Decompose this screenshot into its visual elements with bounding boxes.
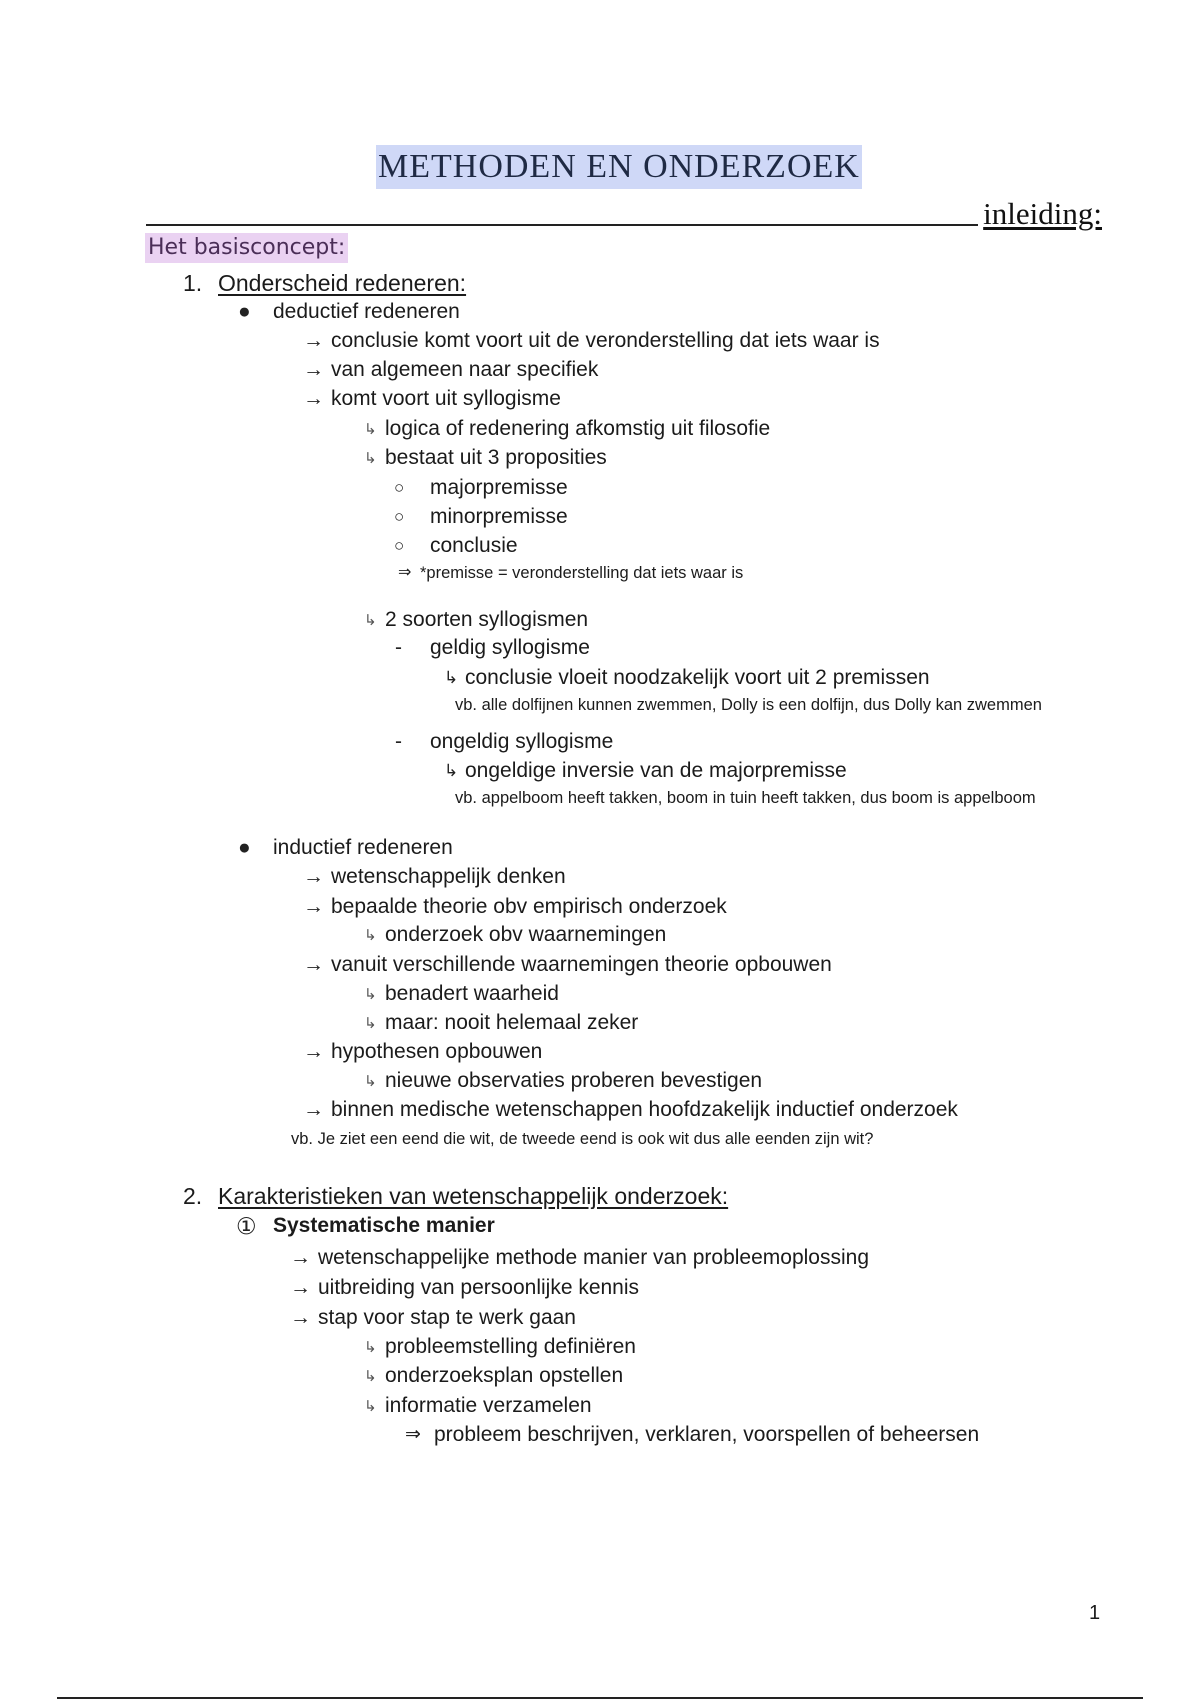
arrow-icon: → <box>303 387 324 410</box>
arrow-icon: → <box>303 1098 324 1121</box>
circle-bullet-icon: ○ <box>394 536 405 555</box>
characteristic-point: uitbreiding van persoonlijke kennis <box>318 1276 640 1299</box>
corner-arrow-icon: ↳ <box>364 1398 377 1415</box>
corner-arrow-icon: ↳ <box>444 668 459 687</box>
inductive-point: hypothesen opbouwen <box>331 1040 543 1063</box>
arrow-icon: → <box>303 1040 324 1063</box>
inductive-subpoint: maar: nooit helemaal zeker <box>385 1011 639 1034</box>
proposition: conclusie <box>430 534 518 557</box>
corner-arrow-icon: ↳ <box>364 986 377 1003</box>
invalid-syllogism-label: ongeldig syllogisme <box>430 730 614 753</box>
proposition: majorpremisse <box>430 476 568 499</box>
circle-bullet-icon: ○ <box>394 478 405 497</box>
corner-arrow-icon: ↳ <box>364 1339 377 1356</box>
section-1-heading: Onderscheid redeneren: <box>218 270 467 296</box>
corner-arrow-icon: ↳ <box>364 450 377 467</box>
deductive-point: van algemeen naar specifiek <box>331 358 599 381</box>
characteristic-point: stap voor stap te werk gaan <box>318 1306 576 1329</box>
method-step: onderzoeksplan opstellen <box>385 1364 624 1387</box>
bullet-icon: ● <box>238 836 251 859</box>
inductive-point: bepaalde theorie obv empirisch onderzoek <box>331 895 727 918</box>
arrow-icon: → <box>303 329 324 352</box>
inductive-point: vanuit verschillende waarnemingen theorie opbouwen <box>331 953 832 976</box>
characteristic-point: wetenschappelijke methode manier van probleemoplossing <box>318 1246 869 1269</box>
corner-arrow-icon: ↳ <box>364 1015 377 1032</box>
arrow-icon: → <box>303 895 324 918</box>
corner-arrow-icon: ↳ <box>364 1368 377 1385</box>
corner-arrow-icon: ↳ <box>364 927 377 944</box>
corner-arrow-icon: ↳ <box>364 612 377 629</box>
deductive-point: conclusie komt voort uit de veronderstelling dat iets waar is <box>331 329 880 352</box>
method-step: probleemstelling definiëren <box>385 1335 636 1358</box>
syllogism-note: logica of redenering afkomstig uit filosofie <box>385 417 771 440</box>
inductive-point: binnen medische wetenschappen hoofdzakelijk inductief onderzoek <box>331 1098 958 1121</box>
premise-note: *premisse = veronderstelling dat iets waar is <box>420 564 744 582</box>
invalid-syllogism-example: vb. appelboom heeft takken, boom in tuin heeft takken, dus boom is appelboom <box>455 789 1036 807</box>
inductive-point: wetenschappelijk denken <box>331 865 566 888</box>
arrow-icon: → <box>303 953 324 976</box>
circled-one-icon: ① <box>236 1213 257 1239</box>
corner-arrow-icon: ↳ <box>364 1073 377 1090</box>
inductive-label: inductief redeneren <box>273 836 453 859</box>
characteristic-1-label: Systematische manier <box>273 1214 495 1237</box>
dash-bullet-icon: - <box>395 636 402 659</box>
valid-syllogism-label: geldig syllogisme <box>430 636 590 659</box>
arrow-icon: → <box>290 1306 311 1329</box>
title-underline-rule <box>146 224 978 226</box>
dash-bullet-icon: - <box>395 730 402 753</box>
arrow-icon: → <box>290 1246 311 1269</box>
page-number: 1 <box>1089 1602 1101 1624</box>
corner-arrow-icon: ↳ <box>364 421 377 438</box>
arrow-icon: → <box>290 1276 311 1299</box>
implies-arrow-icon: ⇒ <box>405 1424 421 1445</box>
bullet-icon: ● <box>238 300 251 323</box>
section-2-number: 2. <box>183 1183 203 1209</box>
inductive-subpoint: nieuwe observaties proberen bevestigen <box>385 1069 763 1092</box>
method-conclusion: probleem beschrijven, verklaren, voorspellen of beheersen <box>434 1423 980 1446</box>
document-title: METHODEN EN ONDERZOEK <box>376 145 862 189</box>
circle-bullet-icon: ○ <box>394 507 405 526</box>
inductive-subpoint: onderzoek obv waarnemingen <box>385 923 667 946</box>
corner-arrow-icon: ↳ <box>444 761 459 780</box>
deductive-point: komt voort uit syllogisme <box>331 387 561 410</box>
inductive-example: vb. Je ziet een eend die wit, de tweede eend is ook wit dus alle eenden zijn wit? <box>291 1130 874 1148</box>
arrow-icon: → <box>303 865 324 888</box>
valid-syllogism-example: vb. alle dolfijnen kunnen zwemmen, Dolly is een dolfijn, dus Dolly kan zwemmen <box>455 696 1042 714</box>
subheading-highlight: Het basisconcept: <box>145 233 348 263</box>
deductive-label: deductief redeneren <box>273 300 460 323</box>
valid-syllogism-detail: conclusie vloeit noodzakelijk voort uit 2 premissen <box>465 666 930 689</box>
inductive-subpoint: benadert waarheid <box>385 982 559 1005</box>
syllogism-note: bestaat uit 3 proposities <box>385 446 607 469</box>
syllogism-kinds-label: 2 soorten syllogismen <box>385 608 589 631</box>
arrow-icon: → <box>303 358 324 381</box>
footer-rule <box>57 1697 1143 1699</box>
invalid-syllogism-detail: ongeldige inversie van de majorpremisse <box>465 759 847 782</box>
method-step: informatie verzamelen <box>385 1394 592 1417</box>
section-2-heading: Karakteristieken van wetenschappelijk onderzoek: <box>218 1183 729 1209</box>
implies-arrow-icon: ⇒ <box>398 564 412 581</box>
section-label: inleiding: <box>983 196 1102 231</box>
section-1-number: 1. <box>183 270 203 296</box>
proposition: minorpremisse <box>430 505 568 528</box>
